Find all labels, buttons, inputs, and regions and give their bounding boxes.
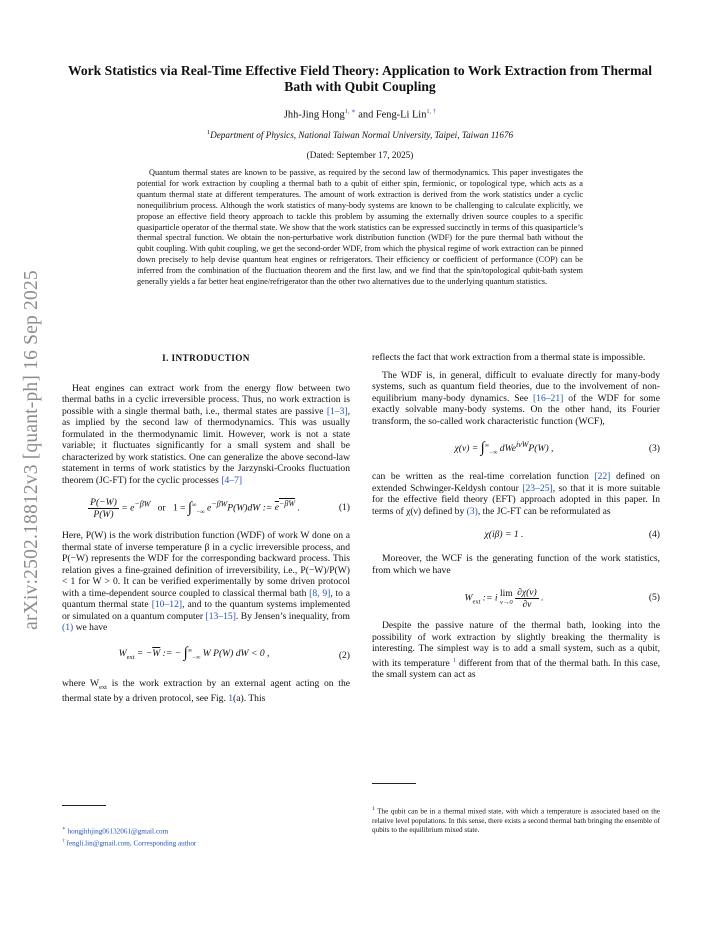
author-name: Feng-Li Lin (375, 109, 427, 121)
footnote-rule (62, 805, 106, 806)
citation-link[interactable]: [13–15] (205, 610, 236, 622)
equation-4: χ(iβ) = 1 . (4) (484, 529, 660, 541)
citation-link[interactable]: [10–12] (151, 599, 183, 610)
paragraph: Despite the passive nature of the thermal bath, looking into the possibility of work extraction by slightly breaking the thermality is interesting. The simplest way is to add a small system, such as a qubit, with its temperature $^1$ different from that of the thermal bath. In this case, the small system can act as (372, 620, 660, 681)
date-line: (Dated: September 17, 2025) (306, 150, 414, 160)
footnote-rule (372, 783, 416, 784)
email-link[interactable]: hongjhhjing06132061@gmail.com (67, 827, 169, 836)
citation-link[interactable]: [1–3] (326, 405, 348, 417)
paper-title: Work Statistics via Real-Time Effective Field Theory: Application to Work Extraction from Thermal Bath with Qubit Coupling (68, 63, 652, 94)
equation-3: $\chi(\nu) = \int^\infty_{-\infty}$ dWe$^{i\nu W}$P(W) , (3) (454, 439, 660, 456)
paragraph: Here, P(W) is the work distribution function (WDF) of work W done on a thermal state of inverse temperature β in a cyclic irreversible process, and P(−W) represents the WDF for the corresponding backward process. This relation gives a fine-grained definition of irreversibility, i.e., P(−W)/P(W) < 1 for W > 0. It can be verified experimentally by some driven protocol with a time-dependent source coupled to classical thermal bath [8, 9], to a quantum thermal state [10–12], and to the quantum systems implemented or simulated on a quantum computer [13–15]. By Jensen’s inequality, from (1) we have (62, 530, 351, 633)
abstract: Quantum thermal states are known to be passive, as required by the second law of thermodynamics. This paper investigates the potential for work extraction by coupling a thermal bath to a qubit of either spin, fermionic, or topological type, which acts as a quantum thermal state at different temperatures. The amount of work extraction is derived from the work statistics under a cyclic nonequilibrium process. Although the work statistics of many-body systems are known to be challenging to calculate explicitly, we propose an effective field theory approach to tackle this problem by assuming the externally driven source couples to a specific quasiparticle operator of the thermal state. We show that the work statistics can be expressed succinctly in terms of this quasiparticle’s thermal spectral function. We obtain the non-perturbative work distribution function (WDF) for the pure thermal bath without the qubit coupling. With qubit coupling, we get the second-order WDF, from which the physical regime of work extraction can be pinned down precisely to help devise quantum heat engines or refrigerators. Their efficiency or coefficient of performance (COP) can be inferred from the combination of the fluctuation theorem and the first law, and we find that the spin/topological qubit-bath system generally yields a far better heat engine/refrigerator than the other two alternatives due to the underlying quantum statistics. (137, 168, 583, 287)
paragraph: reflects the fact that work extraction from a thermal state is impossible. (372, 352, 646, 363)
paragraph: The WDF is, in general, difficult to evaluate directly for many-body systems, such as quantum field theories, due to the involvement of non-equilibrium many-body dynamics. See [16–21] of the WDF for some exactly solvable many-body systems. On the other hand, its Fourier transform, the so-called work characteristic function (WCF), (372, 369, 660, 427)
paragraph: Moreover, the WCF is the generating function of the work statistics, from which we have (372, 553, 660, 576)
figure-link[interactable]: 1 (228, 692, 234, 704)
author-marks[interactable]: 1, ∗ (344, 108, 356, 115)
equation-5: $W_{ext}$ := i lim ν→0 $\frac{\partial\chi(\nu)}{\partial\nu}$ . (5) (464, 586, 660, 610)
footnote-emails: ∗ hongjhhjing06132061@gmail.com † fengli.lin@gmail.com, Corresponding author (62, 826, 197, 848)
section-heading: I. INTRODUCTION (162, 353, 250, 363)
equation-2: $W_{ext} = -\overline{W}$ := − $\int^\infty_{-\infty}$ W P(W) dW < 0 , (2) (118, 645, 350, 662)
citation-link[interactable]: [16–21] (532, 392, 564, 404)
paragraph: where $W_{ext}$ is the work extraction by an external agent acting on the thermal state by a driven protocol, see Fig. 1(a). This (62, 677, 350, 704)
citation-link[interactable]: [23–25] (522, 482, 553, 494)
citation-link[interactable]: [8, 9] (309, 587, 331, 599)
right-column (372, 352, 660, 681)
author-name: Jhh-Jing Hong (283, 109, 345, 121)
equation-1: $\frac{P(-W)}{P(W)}$ = $e^{-\beta W}$ or $1 = \int^\infty_{-\infty}$ $e^{-\beta W}P(W)dW$ := $e^{-\beta W}$ . (1) (90, 496, 350, 520)
equation-link[interactable]: (3) (466, 505, 478, 517)
affiliation: $^1$Department of Physics, National Taiwan Normal University, Taipei, Taiwan 11676 (206, 129, 514, 141)
footnote-1: $^1$ The qubit can be in a thermal mixed state, with which a temperature is associated based on the relative level populations. In this sense, there exists a second thermal bath bringing the ensemble of qubits to the equilibrium mixed state. (372, 806, 660, 835)
citation-link[interactable]: [22] (594, 471, 611, 482)
footnote-link[interactable]: 1 (452, 656, 457, 664)
author-marks[interactable]: 1, † (426, 108, 437, 115)
equation-link[interactable]: (1) (62, 622, 74, 633)
email-link[interactable]: fengli.lin@gmail.com, Corresponding author (66, 839, 197, 848)
paragraph: can be written as the real-time correlation function [22] defined on extended Schwinger-Keldysh contour [23–25], so that it is more suitable for the effective field theory (EFT) approach adopted in this paper. In terms of χ(ν) defined by (3), the JC-FT can be reformulated as (372, 471, 660, 517)
citation-link[interactable]: [4–7] (221, 474, 243, 486)
left-column (62, 352, 350, 704)
author-line: Jhh-Jing Hong$^{1, ∗}$ and Feng-Li Lin$^{1, \dagger}$ (283, 108, 437, 121)
arxiv-stamp: arXiv:2502.18812v3 [quant-ph] 16 Sep 2025 (21, 270, 42, 630)
paragraph: Heat engines can extract work from the energy flow between two thermal baths in a cyclic irreversible process. Thus, no work extraction is possible with a single thermal bath, i.e., thermal states are passive [1–3], as implied by the second law of thermodynamics. This was usually formulated in the thermodynamic limit. However, work is not a state variable; it fluctuates significantly for a small system and shall be characterized by work statistics. One can generalize the above second-law statement in terms of work statistics by the Jarzynski-Crooks fluctuation theorem (JC-FT) for the cyclic processes [4–7] (62, 382, 350, 486)
